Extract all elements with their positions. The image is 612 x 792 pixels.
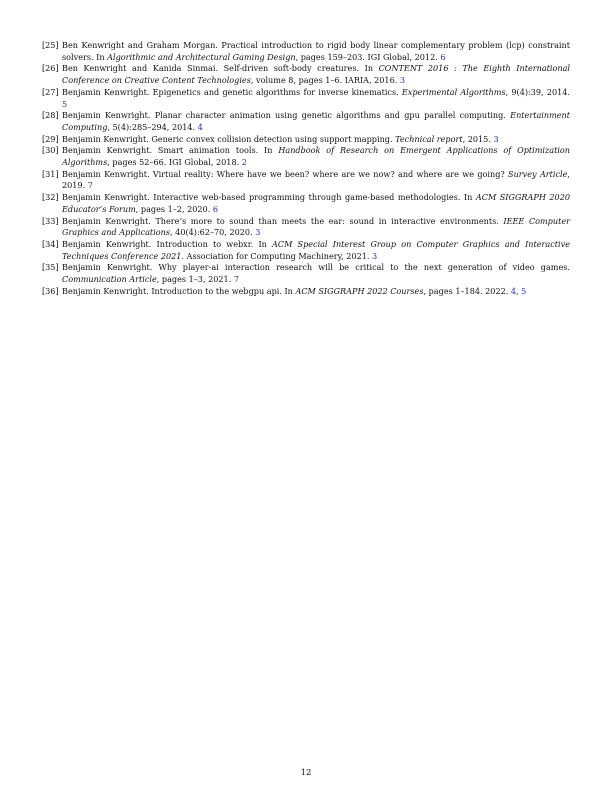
back-reference-link[interactable]: 3 bbox=[399, 75, 406, 86]
reference-number: [28] bbox=[42, 110, 59, 121]
reference-venue: ACM Special Interest Group on Computer Graphics and Interactive Techniques Conference 2021 bbox=[62, 238, 570, 261]
reference-entry bbox=[42, 169, 570, 192]
reference-details: , 9(4):39, 2014. bbox=[505, 86, 570, 97]
reference-number: [31] bbox=[42, 168, 59, 179]
reference-entry bbox=[42, 110, 570, 133]
back-reference-link[interactable]: 5 bbox=[62, 98, 68, 109]
reference-venue: Survey Article bbox=[508, 168, 568, 179]
reference-entry bbox=[42, 134, 570, 146]
page-number: 12 bbox=[300, 768, 312, 778]
reference-number: [34] bbox=[42, 238, 59, 249]
reference-venue: Handbook of Research on Emergent Applications of Optimization Algorithms bbox=[62, 145, 571, 168]
reference-details: , 40(4):62–70, 2020. bbox=[170, 227, 256, 238]
reference-text: Benjamin Kenwright. Generic convex collision detection using support mapping. bbox=[62, 133, 396, 144]
reference-text: Benjamin Kenwright. Smart animation tools. In bbox=[62, 145, 279, 156]
reference-venue: CONTENT 2016 : The Eighth International Conference on Creative Content Technologies bbox=[62, 63, 570, 86]
reference-entry bbox=[42, 262, 570, 285]
back-reference-link[interactable]: 7 bbox=[233, 274, 240, 285]
back-reference-link[interactable]: 6 bbox=[440, 51, 446, 62]
reference-venue: IEEE Computer Graphics and Applications bbox=[62, 215, 570, 238]
back-reference-link[interactable]: 2 bbox=[241, 157, 247, 168]
reference-details: , 2019. bbox=[62, 168, 570, 191]
back-reference-link[interactable]: 3 bbox=[255, 227, 261, 238]
reference-number: [25] bbox=[42, 40, 59, 50]
reference-text: Benjamin Kenwright. Epigenetics and genetic algorithms for inverse kinematics. bbox=[62, 86, 402, 97]
reference-details: , pages 1–3, 2021. bbox=[156, 274, 234, 285]
reference-entry bbox=[42, 40, 570, 63]
reference-text: Benjamin Kenwright. There’s more to sound than meets the ear: sound in interactive environments. bbox=[62, 215, 504, 226]
reference-number: [26] bbox=[42, 63, 59, 74]
reference-details: , pages 159–203. IGI Global, 2012. bbox=[295, 51, 441, 62]
reference-text: Ben Kenwright and Kanida Sinmai. Self-driven soft-body creatures. In bbox=[62, 63, 379, 74]
reference-venue: Technical report bbox=[395, 133, 463, 144]
reference-text: Benjamin Kenwright. Introduction to the webgpu api. In bbox=[62, 285, 296, 296]
reference-number: [30] bbox=[42, 145, 59, 156]
reference-details: . Association for Computing Machinery, 2021. bbox=[181, 250, 373, 261]
reference-entry bbox=[42, 63, 570, 86]
reference-number: [27] bbox=[42, 86, 59, 97]
reference-text: Benjamin Kenwright. Interactive web-based programming through game-based methodologies. In bbox=[62, 192, 476, 203]
reference-entry bbox=[42, 216, 570, 239]
reference-text: Ben Kenwright and Graham Morgan. Practical introduction to rigid body linear complementary problem (lcp) constraint solvers. In bbox=[62, 40, 570, 62]
reference-venue: Communication Article bbox=[62, 274, 157, 285]
reference-entry bbox=[42, 192, 570, 215]
back-reference-link[interactable]: 7 bbox=[87, 180, 93, 191]
reference-text: Benjamin Kenwright. Why player-ai interaction research will be critical to the next generation of video games. bbox=[62, 262, 570, 273]
reference-entry bbox=[42, 145, 570, 168]
reference-text: Benjamin Kenwright. Virtual reality: Where have we been? where are we now? and where are we going? bbox=[62, 168, 509, 179]
back-reference-link[interactable]: 3 bbox=[372, 250, 378, 261]
reference-details: , pages 52–66. IGI Global, 2018. bbox=[107, 157, 242, 168]
reference-details: , pages 1–2, 2020. bbox=[135, 203, 213, 214]
reference-entry bbox=[42, 87, 570, 110]
reference-entry bbox=[42, 286, 570, 298]
reference-number: [32] bbox=[42, 192, 59, 203]
reference-venue: ACM SIGGRAPH 2022 Courses bbox=[295, 285, 424, 296]
reference-number: [29] bbox=[42, 133, 59, 144]
reference-entry bbox=[42, 239, 570, 262]
reference-number: [36] bbox=[42, 285, 59, 296]
reference-text: Benjamin Kenwright. Planar character animation using genetic algorithms and gpu parallel computing. bbox=[62, 110, 511, 121]
reference-number: [35] bbox=[42, 262, 59, 273]
reference-venue: Experimental Algorithms bbox=[401, 86, 506, 97]
back-reference-link[interactable]: 4, 5 bbox=[510, 285, 527, 296]
back-reference-link[interactable]: 3 bbox=[493, 133, 499, 144]
reference-list bbox=[42, 40, 570, 297]
reference-details: , pages 1–184. 2022. bbox=[423, 285, 511, 296]
reference-text: Benjamin Kenwright. Introduction to webxr. In bbox=[62, 238, 273, 249]
reference-venue: Algorithmic and Architectural Gaming Design bbox=[107, 51, 296, 62]
reference-details: , 2015. bbox=[462, 133, 494, 144]
reference-details: , 5(4):285–294, 2014. bbox=[107, 121, 198, 132]
back-reference-link[interactable]: 4 bbox=[197, 121, 203, 132]
back-reference-link[interactable]: 6 bbox=[212, 203, 219, 214]
reference-venue: ACM SIGGRAPH 2020 Educator’s Forum bbox=[62, 192, 571, 214]
reference-details: , volume 8, pages 1–6. IARIA, 2016. bbox=[250, 75, 400, 86]
reference-number: [33] bbox=[42, 215, 59, 226]
reference-venue: Entertainment Computing bbox=[62, 110, 570, 132]
